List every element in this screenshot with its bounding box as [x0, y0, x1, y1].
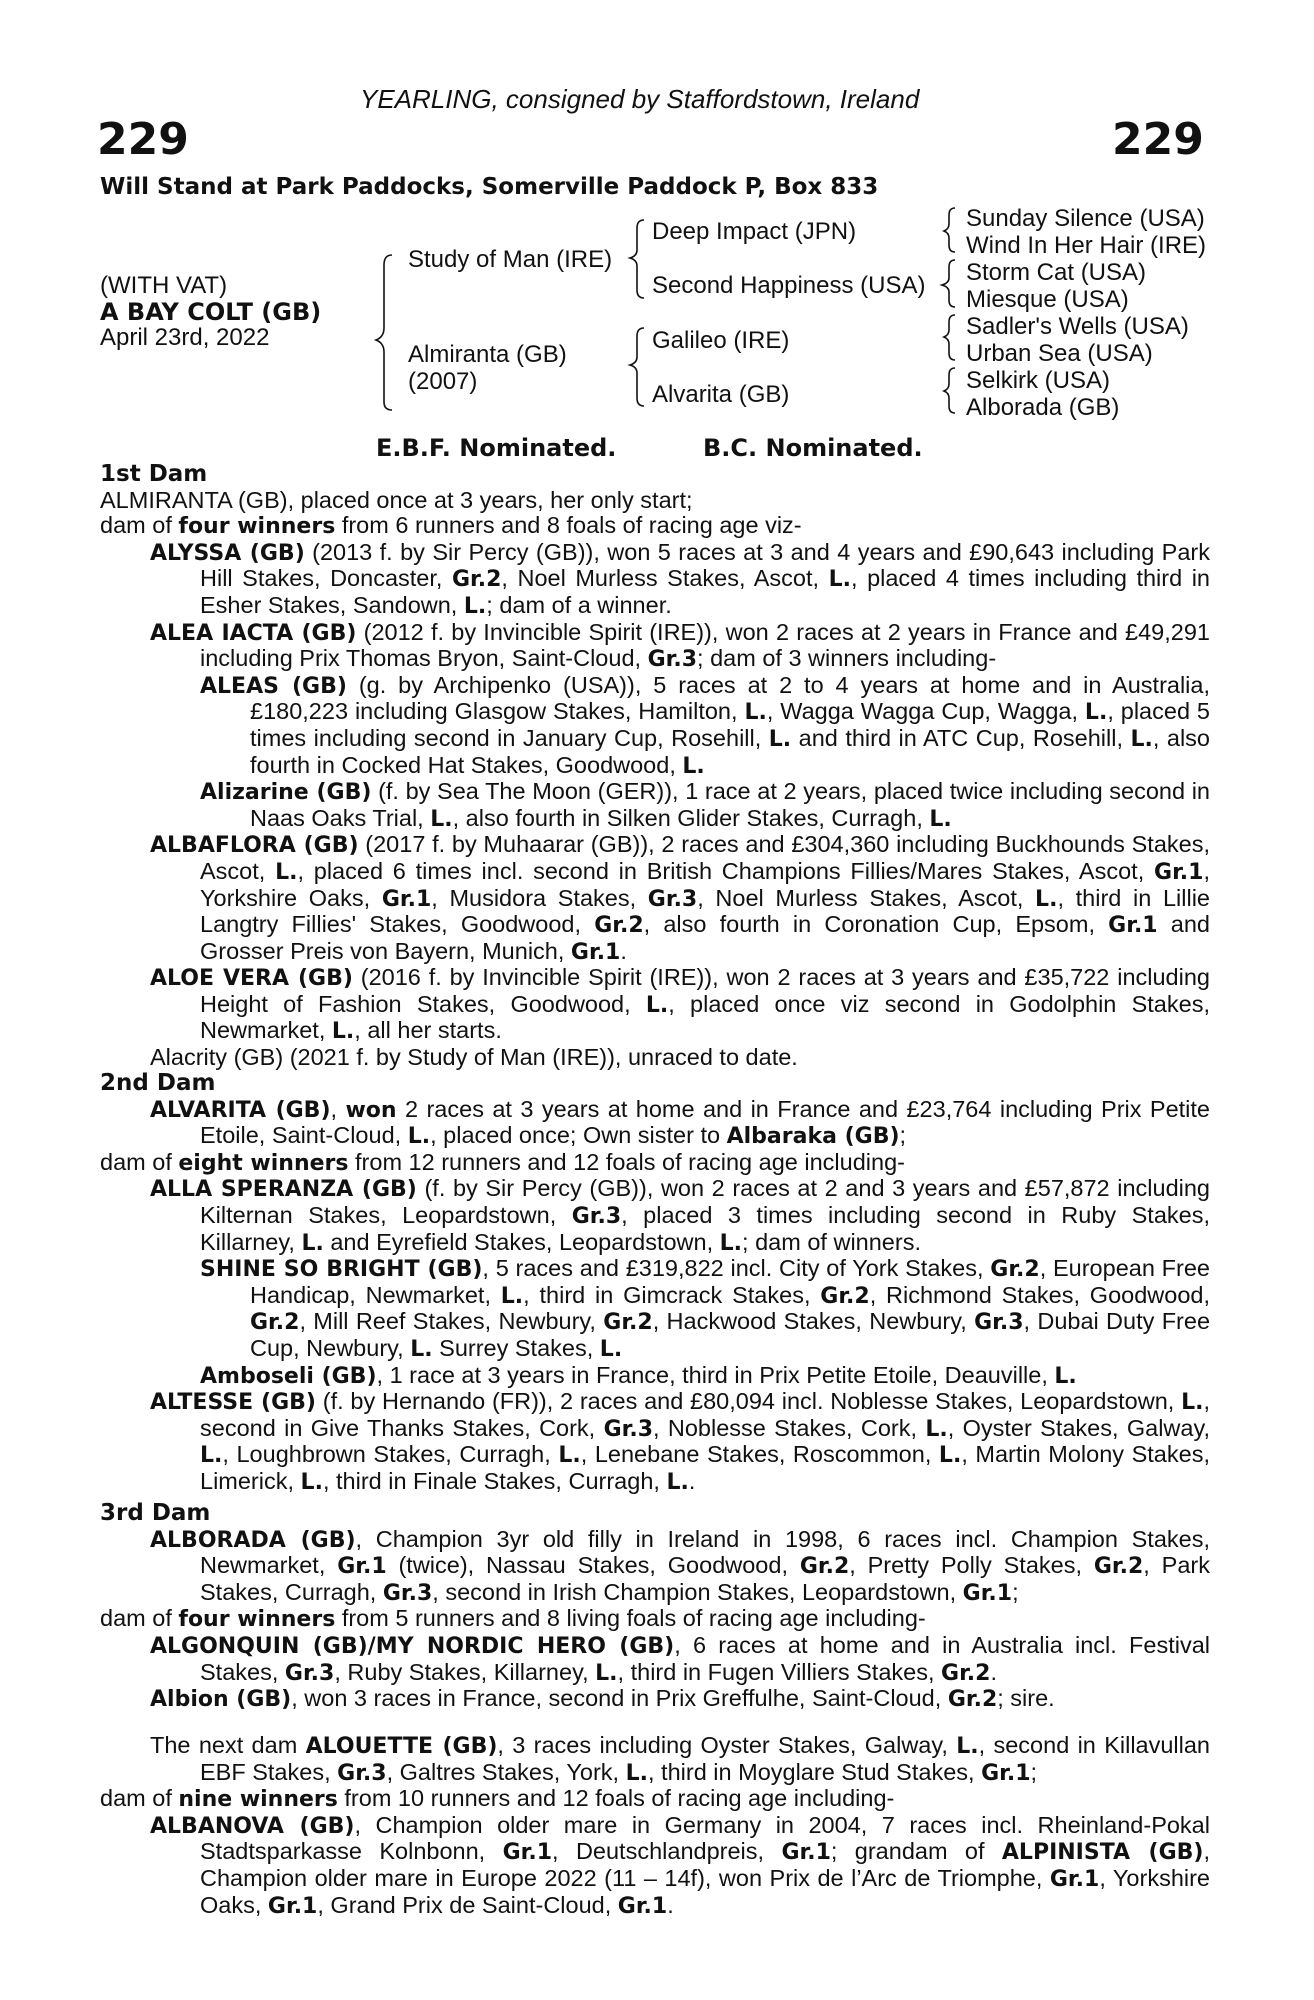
entry-text: dam of — [100, 1605, 179, 1632]
dam-section — [100, 1501, 1210, 1713]
entry-text: , placed 3 times including second in Ruby Stakes, Killarney, — [200, 1201, 1210, 1255]
entry-text: The next dam — [150, 1732, 306, 1758]
lot-number-right: 229 — [1112, 114, 1204, 165]
bold-text: L. — [430, 806, 453, 832]
dam-section — [100, 1071, 1210, 1496]
bold-text: Amboseli (GB) — [200, 1363, 377, 1389]
progeny-entry — [100, 1176, 1210, 1256]
entry-text: , Musidora Stakes, — [431, 884, 648, 911]
progeny-entry — [100, 965, 1210, 1045]
bold-text: L. — [1054, 1363, 1077, 1389]
stand-location: Will Stand at Park Paddocks, Somerville Paddock P, Box 833 — [100, 174, 879, 200]
entry-text: , Champion older mare in Europe 2022 (11 – 14f), won Prix de l’Arc de Triomphe, — [200, 1838, 1211, 1891]
vat-note: (WITH VAT) — [100, 272, 228, 299]
bold-text: L. — [768, 726, 792, 752]
bold-text: ALYSSA (GB) — [150, 540, 305, 566]
lot-number-left: 229 — [97, 114, 189, 165]
bold-text: Gr.2 — [941, 1660, 991, 1686]
progeny-entry — [100, 1633, 1210, 1686]
dam-section — [100, 1733, 1210, 1919]
bold-text: Gr.3 — [647, 886, 698, 912]
entry-text: , 3 races including Oyster Stakes, Galway, — [497, 1732, 957, 1758]
entry-text: from 10 runners and 12 foals of racing age including- — [337, 1785, 895, 1812]
bold-text: Gr.1 — [267, 1893, 318, 1919]
progeny-entry — [100, 1256, 1210, 1362]
entry-text: (2012 f. by Invincible Spirit (IRE)), won 2 races at 2 years in France and £49,291 including Prix Thomas Bryon, Saint-Cloud, — [200, 618, 1210, 672]
bold-text: L. — [1181, 1390, 1204, 1416]
pedigree-dam-sire: Galileo (IRE) — [652, 327, 790, 354]
pedigree-gen3-1: Sunday Silence (USA) — [966, 205, 1205, 232]
bold-text: Gr.2 — [947, 1687, 998, 1713]
entry-text: , placed 4 times including third in Esher Stakes, Sandown, — [200, 565, 1210, 618]
entry-text: ALMIRANTA (GB), placed once at 3 years, her only start; — [100, 486, 693, 513]
bold-text: Gr.2 — [820, 1283, 870, 1309]
bold-text: L. — [828, 567, 851, 593]
entry-text: , Champion older mare in Germany in 2004, 7 races incl. Rheinland-Pokal Stadtsparkasse Kolnbonn, — [200, 1811, 1210, 1865]
entry-text: , third in Lillie Langtry Fillies' Stakes, Goodwood, — [200, 884, 1210, 938]
entry-text: from 5 runners and 8 living foals of racing age including- — [335, 1605, 926, 1632]
entry-text: , third in Moyglare Stud Stakes, — [648, 1758, 982, 1785]
entry-text: , 5 races and £319,822 incl. City of York Stakes, — [482, 1255, 991, 1282]
entry-text: (f. by Sir Percy (GB)), won 2 races at 2 and 3 years and £57,872 including Kilternan Stakes, Leopardstown, — [200, 1175, 1210, 1228]
progeny-entry — [100, 513, 1210, 540]
bold-text: L. — [938, 1443, 962, 1469]
entry-text: Surrey Stakes, — [432, 1334, 600, 1361]
entry-text: , second in Killavullan EBF Stakes, — [200, 1732, 1211, 1785]
bold-text: L. — [1084, 700, 1108, 726]
entry-text: , Noel Murless Stakes, Ascot, — [501, 565, 829, 592]
entry-text: dam of — [100, 1148, 179, 1175]
bold-text: Gr.2 — [250, 1310, 300, 1336]
bold-text: Albaraka (GB) — [726, 1124, 900, 1150]
entry-text: , third in Finale Stakes, Curragh, — [322, 1467, 667, 1494]
progeny-entry — [100, 1045, 1210, 1071]
entry-text: ; dam of winners. — [742, 1228, 921, 1255]
entry-text: , won 3 races in France, second in Prix Greffulhe, Saint-Cloud, — [291, 1685, 948, 1712]
bold-text: L. — [625, 1760, 648, 1786]
bold-text: L. — [200, 1443, 223, 1469]
foaling-date: April 23rd, 2022 — [100, 324, 270, 351]
progeny-entry — [100, 1097, 1210, 1150]
pedigree-gen3-8: Alborada (GB) — [966, 394, 1120, 421]
bold-text: Gr.3 — [603, 1416, 653, 1442]
bold-text: Gr.1 — [962, 1580, 1013, 1606]
progeny-entry — [100, 1527, 1210, 1607]
entry-text: (twice), Nassau Stakes, Goodwood, — [386, 1552, 800, 1579]
bold-text: ALBANOVA (GB) — [150, 1813, 355, 1839]
bold-text: nine winners — [178, 1787, 338, 1813]
entry-text: from 6 runners and 8 foals of racing age viz- — [335, 512, 802, 539]
bold-text: ALOUETTE (GB) — [305, 1734, 498, 1759]
entry-text: from 12 runners and 12 foals of racing age including- — [348, 1148, 905, 1175]
bold-text: L. — [410, 1336, 433, 1362]
consignment-line: YEARLING, consigned by Staffordstown, Ireland — [360, 84, 920, 114]
ebf-nomination: E.B.F. Nominated. — [376, 434, 617, 462]
bold-text: L. — [463, 593, 487, 619]
bold-text: L. — [925, 1416, 948, 1442]
bold-text: ALVARITA (GB) — [150, 1097, 331, 1123]
pedigree-gen3-5: Sadler's Wells (USA) — [966, 313, 1189, 340]
entry-text: . — [990, 1658, 997, 1685]
bold-text: Gr.2 — [1093, 1554, 1144, 1580]
bold-text: ALGONQUIN (GB)/MY NORDIC HERO (GB) — [150, 1633, 675, 1659]
bold-text: ALBAFLORA (GB) — [150, 833, 359, 859]
bold-text: Gr.1 — [1108, 913, 1158, 939]
pedigree-dam-year: (2007) — [408, 368, 478, 395]
entry-text: and Grosser Preis von Bayern, Munich, — [200, 911, 1210, 964]
progeny-entry — [100, 620, 1210, 673]
entry-text: , placed 5 times including second in January Cup, Rosehill, — [250, 698, 1211, 751]
bold-text: L. — [301, 1230, 324, 1256]
bc-nomination: B.C. Nominated. — [703, 434, 923, 462]
bold-text: L. — [929, 806, 952, 832]
entry-text: dam of — [100, 1785, 179, 1812]
bold-text: ALLA SPERANZA (GB) — [150, 1177, 417, 1203]
entry-text: , placed once viz second in Godolphin Stakes, Newmarket, — [200, 990, 1210, 1044]
bold-text: eight winners — [178, 1150, 349, 1176]
bold-text: L. — [407, 1124, 431, 1150]
bold-text: Gr.3 — [337, 1760, 387, 1786]
bold-text: L. — [682, 753, 705, 779]
bold-text: four winners — [178, 514, 336, 540]
pedigree-gen3-4: Miesque (USA) — [966, 286, 1129, 313]
entry-text: ; dam of 3 winners including- — [697, 645, 997, 672]
entry-text: , Deutschlandpreis, — [552, 1838, 782, 1865]
progeny-entry — [100, 1363, 1210, 1390]
entry-text: , Noblesse Stakes, Cork, — [653, 1414, 926, 1441]
bold-text: Gr.1 — [1154, 859, 1204, 885]
entry-text: , Galtres Stakes, York, — [386, 1758, 626, 1785]
progeny-entry — [100, 779, 1210, 832]
progeny-entry — [100, 1389, 1210, 1495]
bold-text: Gr.2 — [594, 913, 644, 939]
progeny-entry — [100, 673, 1210, 779]
bold-text: ALTESSE (GB) — [150, 1390, 316, 1416]
bold-text: L. — [500, 1283, 524, 1309]
bold-text: L. — [645, 992, 669, 1018]
progeny-entry — [100, 832, 1210, 965]
entry-text: , second in Give Thanks Stakes, Cork, — [200, 1388, 1210, 1441]
entry-text: (f. by Sea The Moon (GER)), 1 race at 2 years, placed twice including second in Naas Oaks Trial, — [250, 778, 1210, 831]
entry-text: , Richmond Stakes, Goodwood, — [869, 1281, 1210, 1308]
bold-text: L. — [599, 1336, 623, 1362]
bold-text: L. — [558, 1443, 581, 1469]
bold-text: ALOE VERA (GB) — [150, 966, 353, 992]
entry-text: Alacrity (GB) (2021 f. by Study of Man (IRE)), unraced to date. — [150, 1044, 798, 1071]
entry-text: , Pretty Polly Stakes, — [849, 1552, 1094, 1579]
entry-text: , placed once; Own sister to — [430, 1122, 727, 1149]
progeny-entry — [100, 1786, 1210, 1813]
bold-text: ALPINISTA (GB) — [1001, 1840, 1204, 1866]
entry-text: (f. by Hernando (FR)), 2 races and £80,094 incl. Noblesse Stakes, Leopardstown, — [316, 1388, 1182, 1415]
entry-text: , Lenebane Stakes, Roscommon, — [580, 1441, 939, 1468]
entry-text: , Yorkshire Oaks, — [200, 1864, 1210, 1918]
bold-text: Gr.3 — [974, 1310, 1024, 1336]
entry-text: , third in Gimcrack Stakes, — [523, 1281, 821, 1308]
bold-text: Gr.3 — [284, 1660, 335, 1686]
bold-text: Albion (GB) — [150, 1687, 292, 1713]
progeny-entry — [100, 1606, 1210, 1633]
entry-text: (2016 f. by Invincible Spirit (IRE)), won 2 races at 3 years and £35,722 including Height of Fashion Stakes, Goodwood, — [200, 964, 1210, 1017]
bold-text: Gr.1 — [570, 939, 621, 965]
entry-text: , placed 6 times incl. second in British Champions Fillies/Mares Stakes, Ascot, — [297, 857, 1155, 884]
pedigree-sire: Study of Man (IRE) — [408, 246, 613, 273]
bold-text: ALEAS (GB) — [200, 673, 347, 699]
entry-text: , also fourth in Coronation Cup, Epsom, — [643, 911, 1109, 938]
bold-text: Gr.1 — [381, 886, 432, 912]
entry-text: ; dam of a winner. — [486, 591, 672, 618]
entry-text: , Park Stakes, Curragh, — [200, 1552, 1210, 1605]
entry-text: ; — [1030, 1758, 1038, 1785]
entry-text: , 6 races at home and in Australia incl. Festival Stakes, — [200, 1631, 1210, 1685]
entry-text: , Noel Murless Stakes, Ascot, — [697, 884, 1036, 911]
pedigree-sire-dam: Second Happiness (USA) — [652, 272, 926, 299]
entry-text: . — [620, 937, 627, 964]
entry-text: , Wagga Wagga Cup, Wagga, — [766, 698, 1085, 725]
entry-text: , Grand Prix de Saint-Cloud, — [317, 1891, 618, 1918]
bold-text: Gr.1 — [617, 1893, 668, 1919]
section-heading: 2nd Dam — [100, 1070, 216, 1096]
entry-text: , Mill Reef Stakes, Newbury, — [299, 1308, 604, 1335]
entry-text: , Champion 3yr old filly in Ireland in 1998, 6 races incl. Champion Stakes, Newmarket, — [200, 1525, 1210, 1579]
bold-text: won — [345, 1097, 397, 1123]
pedigree-gen3-6: Urban Sea (USA) — [966, 340, 1153, 367]
bold-text: L. — [666, 1469, 689, 1495]
bold-text: L. — [719, 1230, 743, 1256]
bold-text: L. — [744, 700, 767, 726]
entry-text: . — [688, 1467, 696, 1494]
entry-text: , third in Fugen Villiers Stakes, — [617, 1658, 942, 1685]
bold-text: Gr.1 — [781, 1840, 831, 1866]
bold-text: SHINE SO BRIGHT (GB) — [200, 1257, 483, 1283]
progeny-entry — [100, 1733, 1210, 1786]
entry-text: ; — [899, 1122, 907, 1149]
entry-text: (2017 f. by Muhaarar (GB)), 2 races and £304,360 including Buckhounds Stakes, Ascot, — [200, 831, 1210, 884]
section-heading: 3rd Dam — [100, 1500, 211, 1526]
bold-text: Gr.1 — [337, 1554, 387, 1580]
entry-text: and Eyrefield Stakes, Leopardstown, — [323, 1228, 720, 1255]
bold-text: Gr.1 — [1049, 1866, 1100, 1892]
bold-text: Gr.2 — [603, 1310, 653, 1336]
bold-text: Gr.1 — [502, 1840, 553, 1866]
bold-text: ALBORADA (GB) — [150, 1527, 356, 1553]
bold-text: Gr.2 — [451, 567, 502, 593]
entry-text: , 1 race at 3 years in France, third in Prix Petite Etoile, Deauville, — [376, 1361, 1055, 1388]
entry-text: , Yorkshire Oaks, — [200, 857, 1210, 911]
entry-text: and third in ATC Cup, Rosehill, — [791, 724, 1131, 751]
bold-text: Alizarine (GB) — [200, 780, 372, 806]
bold-text: L. — [595, 1660, 618, 1686]
bold-text: L. — [331, 1019, 355, 1045]
entry-text: , Dubai Duty Free Cup, Newbury, — [250, 1308, 1211, 1361]
entry-text: 2 races at 3 years at home and in France and £23,764 including Prix Petite Etoile, Saint-Cloud, — [200, 1095, 1211, 1149]
bold-text: Gr.1 — [981, 1760, 1031, 1786]
progeny-entry — [100, 1686, 1210, 1713]
pedigree-dam-dam: Alvarita (GB) — [652, 381, 790, 408]
entry-text: , Loughbrown Stakes, Curragh, — [222, 1441, 559, 1468]
progeny-entry — [100, 540, 1210, 620]
bold-text: four winners — [178, 1607, 336, 1633]
bold-text: L. — [956, 1734, 979, 1759]
bold-text: Gr.2 — [990, 1257, 1040, 1283]
horse-name: A BAY COLT (GB) — [100, 298, 322, 326]
progeny-entry — [100, 1813, 1210, 1919]
entry-text: , Ruby Stakes, Killarney, — [334, 1658, 596, 1685]
entry-text: , second in Irish Champion Stakes, Leopardstown, — [432, 1578, 963, 1605]
bold-text: ALEA IACTA (GB) — [150, 620, 357, 646]
entry-text: , Martin Molony Stakes, Limerick, — [200, 1441, 1210, 1494]
pedigree-sire-sire: Deep Impact (JPN) — [652, 218, 857, 245]
bold-text: L. — [1035, 886, 1058, 912]
bold-text: Gr.3 — [382, 1580, 433, 1606]
entry-text: , Hackwood Stakes, Newbury, — [652, 1308, 975, 1335]
pedigree-gen3-3: Storm Cat (USA) — [966, 259, 1147, 286]
bold-text: Gr.3 — [571, 1203, 622, 1229]
entry-text: , all her starts. — [354, 1017, 502, 1044]
bold-text: L. — [275, 859, 298, 885]
entry-text: , European Free Handicap, Newmarket, — [250, 1255, 1210, 1308]
entry-text: dam of — [100, 512, 179, 539]
bold-text: Gr.2 — [799, 1554, 850, 1580]
entry-text: ; — [1012, 1578, 1019, 1605]
entry-text: , also fourth in Cocked Hat Stakes, Goodwood, — [250, 724, 1211, 778]
entry-text: (2013 f. by Sir Percy (GB)), won 5 races at 3 and 4 years and £90,643 including Park Hill Stakes, Doncaster, — [200, 538, 1211, 592]
entry-text: ; grandam of — [830, 1838, 1002, 1865]
entry-text: , Oyster Stakes, Galway, — [947, 1414, 1211, 1441]
entry-text: , — [330, 1095, 346, 1122]
pedigree-gen3-7: Selkirk (USA) — [966, 367, 1111, 394]
section-heading: 1st Dam — [100, 461, 208, 487]
entry-text: , also fourth in Silken Glider Stakes, Curragh, — [452, 804, 930, 831]
bold-text: Gr.3 — [647, 647, 698, 673]
pedigree-dam: Almiranta (GB) — [408, 341, 567, 368]
entry-text: (g. by Archipenko (USA)), 5 races at 2 to 4 years at home and in Australia, £180,223 including Glasgow Stakes, Hamilton, — [250, 671, 1211, 725]
progeny-entry — [100, 1150, 1210, 1177]
entry-text: ; sire. — [997, 1685, 1055, 1712]
bold-text: L. — [300, 1469, 323, 1495]
progeny-entry — [100, 488, 1210, 514]
dam-section — [100, 462, 1210, 1071]
pedigree-gen3-2: Wind In Her Hair (IRE) — [966, 232, 1207, 259]
bold-text: L. — [1130, 726, 1153, 752]
entry-text: . — [667, 1891, 674, 1918]
